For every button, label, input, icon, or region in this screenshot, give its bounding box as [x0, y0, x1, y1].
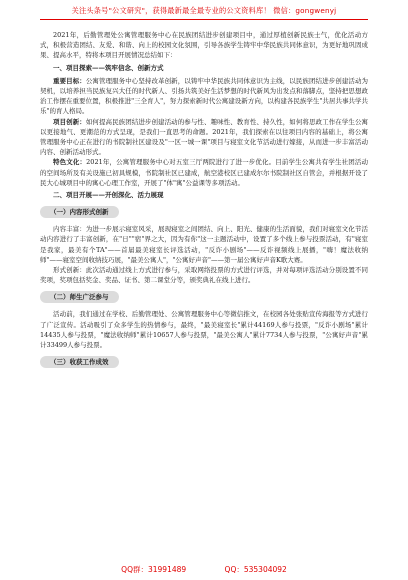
form-paragraph: 形式创新：此次活动通过线上方式进行参与，采取网络投票的方式进行评选，并对每项评选活动分别设置不同奖项，奖项包括奖金、奖品、证书、第二课堂分等，颁奖典礼在线上进行。 [40, 266, 368, 285]
goal-lead: 重要目标： [53, 76, 86, 85]
subheading-content-innovation: （一）内容形式创新 [40, 206, 119, 218]
section-heading-one: 一、项目探索——筑牢信念、创新方式 [53, 63, 164, 72]
intro-paragraph: 2021年，后勤管理处公寓管理服务中心在民族团结进步创建项目中，通过厚植创新民族士气，优化活动方式，积极营造团结、友爱、和谐、向上的校园文化氛围，引导各族学生铸牢中华民族共同体意识，为更好地巩固成果、提高水平，特将本项目开展情况总结如下： [40, 31, 368, 60]
contact-footer [0, 564, 408, 575]
section-heading-two: 二、项目开展——开创深化、活力展现 [53, 191, 164, 200]
goal-paragraph [40, 76, 368, 117]
goal-text: 公寓管理服务中心坚持改革创新，以铸牢中华民族共同体意识为主线，以民族团结进步创建活动为契机，以培养担当民族复兴大任的时代新人、引扬共筑美好生活梦想的时代新风为出发点和落脚点，坚持把思想政治工作摆在重要位置，积极推进"三全育人"，努力探索新时代公寓建设新方向，以构建各民族学生"共居共事共学共乐"的育人格局。 [40, 76, 369, 116]
subheading-participation: （二）师生广泛参与 [40, 291, 119, 303]
qq-group: QQ群：31991489 [121, 565, 187, 574]
innovation-paragraph [40, 117, 368, 158]
participation-paragraph: 活动前，我们通过在学校、后勤管理处、公寓管理服务中心等微信推文，在校园各处张贴宣传海报等方式进行了广泛宣传。活动吸引了众多学生的热情参与，最终，"最美寝室长"累计44169人参与投票，"反诈小剧场"累计14435人参与投票，"魔法收纳师"累计10657人参与投票，"最美公寓人"累计7734人参与投票，"公寓好声音"累计33499人参与投票。 [40, 310, 368, 350]
subheading-results: （三）收获工作成效 [40, 356, 119, 368]
document-body [40, 30, 368, 374]
innovation-text: 如何提高民族团结进步创建活动的参与性、趣味性、教育性、持久性，如何将思政工作在学生公寓以更接地气、更潮范的方式呈现，是我们一直思考的命题。2021年，我们探索在以往项目内容的基础上，将公寓管理服务中心正在进行的书院制社区建设及"一区一城一课"项目与寝室文化节活动进行嫁接，从而进一步丰富活动内容、创新活动形式。 [40, 117, 369, 157]
feature-paragraph [40, 157, 368, 188]
qq-number: QQ：535304092 [224, 565, 287, 574]
banner-divider [40, 19, 368, 20]
innovation-lead: 项目创新： [53, 117, 86, 126]
content-paragraph: 内容丰富：为进一步展示寝室风采，展现寝室之间团结、向上、阳光、健康的生活面貌，我们对寝室文化节活动内容进行了丰富创新，在"日""宿"界之大，因为有你"这一主题活动中，设置了多个线上参与投票活动，有"寝室是我家，最美有个TA"——首届最美寝室长评选活动，"反诈小剧场"——反诈视频线上展播，"嗨！魔法收纳师"——寝室空间收纳技巧展，"最美公寓人"，"公寓好声音"——第一届公寓好声音K歌大赛。 [40, 225, 368, 264]
feature-lead: 特色文化： [53, 158, 87, 167]
feature-text: 2021年，公寓管理服务中心对五室三厅两院进行了进一步优化。目前学生公寓共有学生社团活动的空间场所及有关设施已初具规模，书院制社区已建成，航空港校区已建成尔尔书院制社区自管会，并根据开设了民大心城项目中的寓心心理工作室，开展了"体"寓"公益课等多项活动。 [40, 158, 369, 187]
promo-banner: 关注头条号"公文研究"，获得最新最全最专业的公文资料库！ 微信：gongwenyj [71, 6, 337, 15]
